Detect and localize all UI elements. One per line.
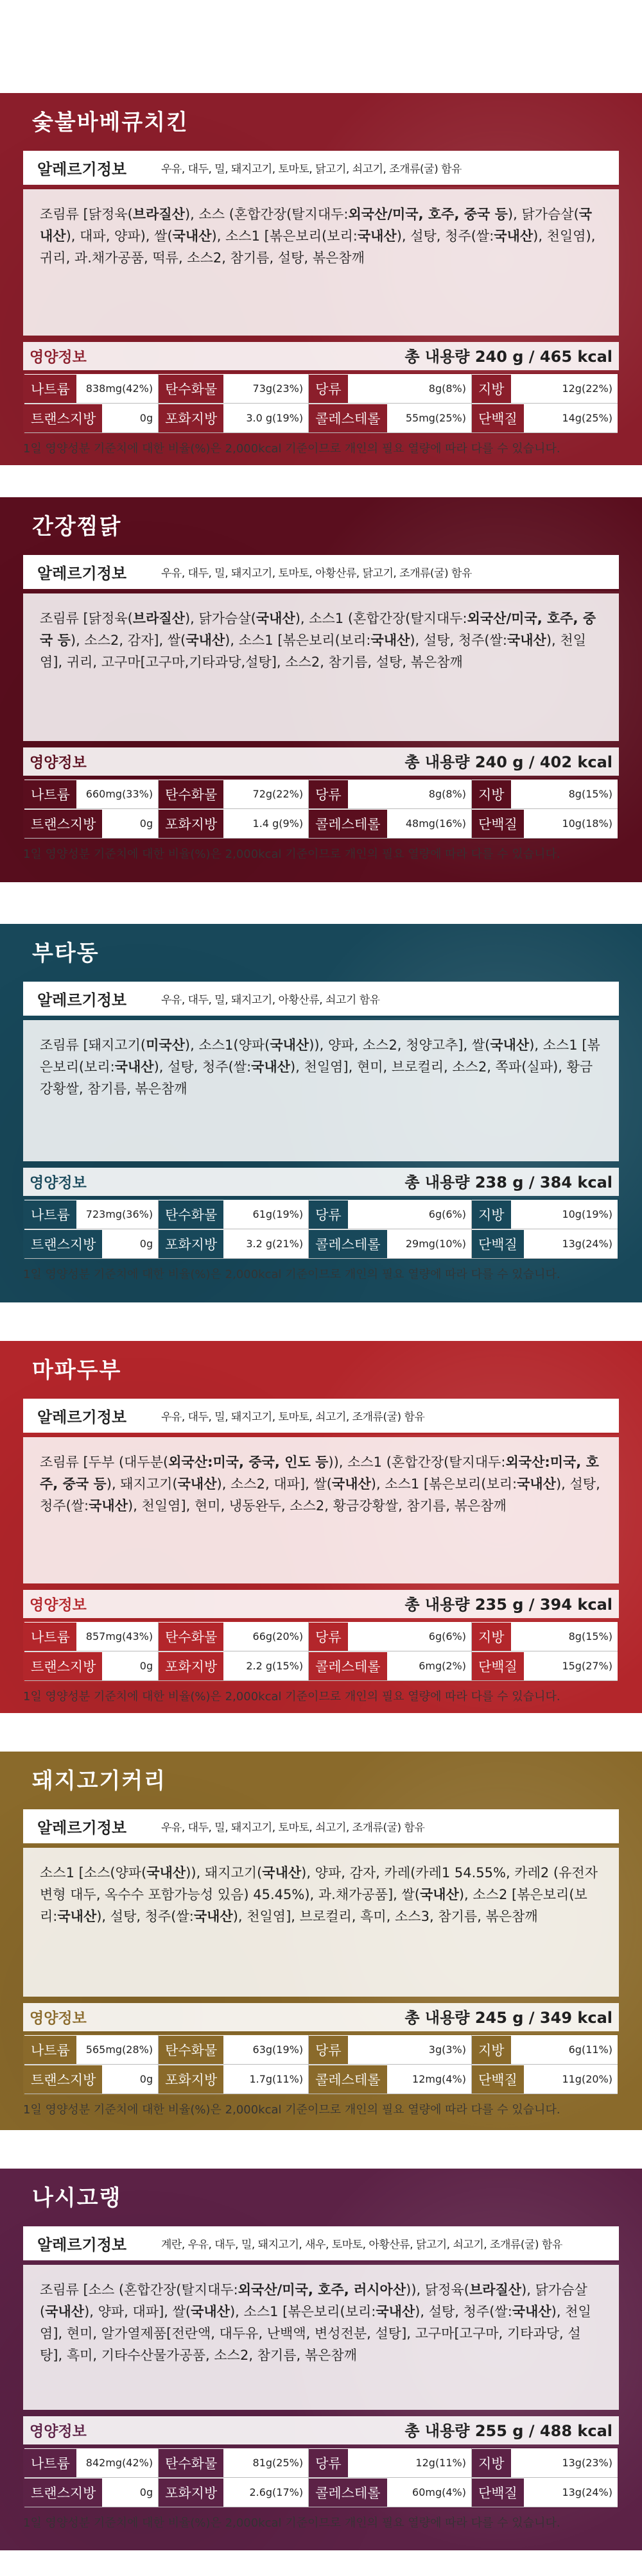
nutrition-cell — [24, 780, 159, 808]
allergy-label: 알레르기정보 — [37, 1819, 127, 1837]
allergy-text: 우유, 대두, 밀, 돼지고기, 토마토, 아황산류, 닭고기, 조개류(굴) 함유 — [161, 567, 472, 580]
nutrient-value: 13g(24%) — [562, 2486, 612, 2498]
nutrient-value: 6g(6%) — [428, 1630, 466, 1642]
nutrient-value: 6mg(2%) — [419, 1660, 466, 1672]
ingredients-text: 조림류 [닭정육(브라질산), 소스 (혼합간장(탈지대두:외국산/미국, 호주, 중국 등), 닭가슴살(국내산), 대파, 양파), 쌀(국내산), 소스1 [볶은보리(보리:국내산), 설탕, 청주(쌀:국내산), 천일염), 귀리, 과.채가공품, 떡류, 소스2, 참기름, 설탕, 볶은참깨 — [23, 189, 619, 336]
nutrition-cell — [159, 780, 309, 808]
nutrient-name: 지방 — [472, 2036, 511, 2064]
nutrient-name: 나트륨 — [24, 375, 76, 403]
nutrient-value: 8g(8%) — [428, 382, 466, 395]
nutrition-footnote: 1일 영양성분 기준치에 대한 비율(%)은 2,000kcal 기준이므로 개인의 필요 열량에 따라 다를 수 있습니다. — [23, 848, 560, 861]
nutrient-name: 단백질 — [472, 1230, 524, 1258]
allergy-row — [23, 1399, 619, 1435]
nutrition-row — [24, 2065, 618, 2094]
nutrition-cell — [159, 1651, 309, 1680]
nutrition-cell — [472, 2065, 618, 2094]
nutrition-header — [23, 2003, 619, 2031]
allergy-row — [23, 151, 619, 187]
nutrient-name: 당류 — [309, 1623, 348, 1651]
nutrient-value: 10g(18%) — [562, 817, 612, 830]
nutrition-cell — [159, 1200, 309, 1229]
nutrient-value: 15g(27%) — [562, 1660, 612, 1672]
allergy-label: 알레르기정보 — [37, 2236, 127, 2254]
allergy-label: 알레르기정보 — [37, 565, 127, 583]
nutrition-footnote: 1일 영양성분 기준치에 대한 비율(%)은 2,000kcal 기준이므로 개인의 필요 열량에 따라 다를 수 있습니다. — [23, 2516, 560, 2530]
nutrient-value: 838mg(42%) — [85, 382, 153, 395]
nutrition-cell — [472, 2478, 618, 2507]
nutrient-name: 나트륨 — [24, 2036, 76, 2064]
nutrition-header — [23, 2416, 619, 2444]
allergy-label: 알레르기정보 — [37, 991, 127, 1009]
nutrient-name: 당류 — [309, 780, 348, 808]
nutrition-cell — [472, 2448, 618, 2477]
nutrition-row — [24, 374, 618, 404]
nutrient-value: 0g — [139, 1660, 153, 1672]
nutrient-value: 0g — [139, 1238, 153, 1250]
nutrition-row — [24, 2448, 618, 2478]
nutrient-name: 단백질 — [472, 1652, 524, 1680]
nutrition-cell — [309, 1622, 472, 1651]
nutrition-cell — [24, 2035, 159, 2064]
nutrition-cell — [159, 809, 309, 838]
nutrient-value: 3.2 g(21%) — [246, 1238, 304, 1250]
allergy-text: 우유, 대두, 밀, 돼지고기, 토마토, 닭고기, 쇠고기, 조개류(굴) 함유 — [161, 163, 462, 176]
ingredients-text: 조림류 [소스 (혼합간장(탈지대두:외국산/미국, 호주, 러시아산)), 닭정육(브라질산), 닭가슴살(국내산), 양파, 대파], 쌀(국내산), 소스1 [볶은보리(보리:국내산), 설탕, 청주(쌀:국내산), 천일염], 현미, 알가열제품[전란액, 대두유, 난백액, 변성전분, 설탕], 고구마[고구마, 기타과당, 설탕], 흑미, 기타수산물가공품, 소스2, 참기름, 볶은참깨 — [23, 2265, 619, 2410]
nutrition-cell — [472, 2035, 618, 2064]
nutrition-header — [23, 747, 619, 776]
nutrient-value: 61g(19%) — [252, 1208, 304, 1220]
ingredients-text: 소스1 [소스(양파(국내산)), 돼지고기(국내산), 양파, 감자, 카레(카레1 54.55%, 카레2 (유전자 변형 대두, 옥수수 포함가능성 있음) 45.45%), 과.채가공품], 쌀(국내산), 소스2 [볶은보리(보리:국내산), 설탕, 청주(쌀:국내산), 천일염], 브로컬리, 흑미, 소스3, 참기름, 볶은참깨 — [23, 1848, 619, 1997]
nutrition-cell — [309, 1651, 472, 1680]
menu-title: 나시고랭 — [32, 2185, 122, 2211]
nutrient-value: 29mg(10%) — [405, 1238, 466, 1250]
menu-section — [0, 924, 642, 1328]
nutrition-cell — [472, 404, 618, 432]
nutrition-header — [23, 1168, 619, 1196]
nutrient-name: 콜레스테롤 — [309, 1230, 386, 1258]
menu-section — [0, 1752, 642, 2156]
nutrient-name: 탄수화물 — [159, 375, 223, 403]
nutrient-value: 723mg(36%) — [85, 1208, 153, 1220]
nutrient-name: 당류 — [309, 2449, 348, 2477]
nutrient-name: 포화지방 — [159, 810, 223, 838]
section-title-box — [13, 1341, 629, 1392]
nutrient-name: 지방 — [472, 375, 511, 403]
nutrition-cell — [472, 1622, 618, 1651]
nutrition-cell — [309, 2478, 472, 2507]
nutrition-cell — [309, 404, 472, 432]
nutrient-value: 0g — [139, 412, 153, 424]
nutrition-cell — [309, 374, 472, 403]
nutrition-table — [23, 2447, 619, 2509]
nutrient-name: 콜레스테롤 — [309, 2065, 386, 2094]
nutrition-label: 영양정보 — [30, 1175, 87, 1191]
nutrient-name: 지방 — [472, 1623, 511, 1651]
nutrient-value: 10g(19%) — [562, 1208, 612, 1220]
nutrient-name: 포화지방 — [159, 1652, 223, 1680]
nutrient-value: 6g(11%) — [568, 2043, 612, 2056]
nutrient-value: 857mg(43%) — [85, 1630, 153, 1642]
nutrient-value: 0g — [139, 2486, 153, 2498]
nutrition-cell — [159, 1229, 309, 1258]
nutrition-table — [23, 373, 619, 434]
nutrient-name: 콜레스테롤 — [309, 1652, 386, 1680]
nutrition-cell — [159, 2035, 309, 2064]
nutrient-value: 842mg(42%) — [85, 2457, 153, 2469]
nutrient-value: 2.6g(17%) — [249, 2486, 304, 2498]
nutrition-cell — [24, 809, 159, 838]
nutrition-table — [23, 1621, 619, 1682]
allergy-row — [23, 1809, 619, 1845]
section-title-box — [13, 924, 629, 975]
ingredients-text: 조림류 [돼지고기(미국산), 소스1(양파(국내산)), 양파, 소스2, 청양고추], 쌀(국내산), 소스1 [볶은보리(보리:국내산), 설탕, 청주(쌀:국내산), 천일염], 현미, 브로컬리, 소스2, 쪽파(실파), 황금강황쌀, 참기름, 볶은참깨 — [23, 1020, 619, 1161]
menu-title: 간장찜닭 — [32, 514, 122, 540]
nutrition-cell — [159, 1622, 309, 1651]
nutrient-name: 당류 — [309, 1200, 348, 1229]
nutrient-value: 48mg(16%) — [405, 817, 466, 830]
nutrition-label: 영양정보 — [30, 755, 87, 771]
nutrient-value: 12g(22%) — [562, 382, 612, 395]
nutrition-header — [23, 1590, 619, 1618]
nutrition-footnote: 1일 영양성분 기준치에 대한 비율(%)은 2,000kcal 기준이므로 개인의 필요 열량에 따라 다를 수 있습니다. — [23, 1690, 560, 1703]
nutrition-cell — [24, 1651, 159, 1680]
nutrition-footnote: 1일 영양성분 기준치에 대한 비율(%)은 2,000kcal 기준이므로 개인의 필요 열량에 따라 다를 수 있습니다. — [23, 1268, 560, 1281]
nutrient-name: 단백질 — [472, 404, 524, 432]
nutrient-name: 트랜스지방 — [24, 2065, 102, 2094]
nutrient-value: 12g(11%) — [415, 2457, 466, 2469]
nutrition-cell — [24, 2065, 159, 2094]
nutrient-name: 탄수화물 — [159, 2449, 223, 2477]
menu-section — [0, 93, 642, 491]
nutrition-row — [24, 1622, 618, 1651]
allergy-text: 우유, 대두, 밀, 돼지고기, 토마토, 쇠고기, 조개류(굴) 함유 — [161, 1411, 425, 1424]
nutrient-value: 72g(22%) — [252, 788, 304, 800]
nutrient-value: 11g(20%) — [562, 2073, 612, 2085]
nutrition-label: 영양정보 — [30, 2423, 87, 2440]
nutrition-label: 영양정보 — [30, 349, 87, 366]
nutrient-name: 나트륨 — [24, 2449, 76, 2477]
nutrient-name: 지방 — [472, 780, 511, 808]
allergy-label: 알레르기정보 — [37, 160, 127, 178]
nutrient-name: 당류 — [309, 2036, 348, 2064]
nutrition-cell — [24, 2478, 159, 2507]
nutrition-total: 총 내용량 240 g / 465 kcal — [404, 348, 612, 366]
nutrition-cell — [24, 1622, 159, 1651]
nutrient-name: 당류 — [309, 375, 348, 403]
menu-title: 마파두부 — [32, 1358, 122, 1383]
nutrient-name: 콜레스테롤 — [309, 810, 386, 838]
nutrient-value: 14g(25%) — [562, 412, 612, 424]
nutrition-cell — [472, 1200, 618, 1229]
nutrition-row — [24, 1200, 618, 1229]
nutrition-cell — [309, 2065, 472, 2094]
nutrition-label: 영양정보 — [30, 1597, 87, 1614]
nutrient-value: 12mg(4%) — [412, 2073, 466, 2085]
nutrition-table — [23, 778, 619, 840]
nutrient-value: 60mg(4%) — [412, 2486, 466, 2498]
nutrition-cell — [159, 2065, 309, 2094]
nutrition-cell — [24, 1229, 159, 1258]
nutrient-name: 포화지방 — [159, 1230, 223, 1258]
nutrition-cell — [472, 374, 618, 403]
nutrition-row — [24, 2478, 618, 2507]
nutrient-name: 포화지방 — [159, 404, 223, 432]
menu-title: 돼지고기커리 — [32, 1768, 167, 1794]
nutrition-total: 총 내용량 245 g / 349 kcal — [404, 2009, 612, 2027]
nutrition-table — [23, 2034, 619, 2095]
nutrient-name: 트랜스지방 — [24, 2478, 102, 2507]
nutrition-cell — [24, 374, 159, 403]
nutrition-cell — [24, 1200, 159, 1229]
nutrition-cell — [24, 404, 159, 432]
allergy-row — [23, 982, 619, 1018]
allergy-text: 우유, 대두, 밀, 돼지고기, 토마토, 쇠고기, 조개류(굴) 함유 — [161, 1821, 425, 1834]
nutrition-cell — [472, 809, 618, 838]
nutrition-cell — [309, 809, 472, 838]
allergy-row — [23, 2226, 619, 2262]
nutrient-name: 탄수화물 — [159, 1623, 223, 1651]
nutrition-row — [24, 780, 618, 809]
allergy-text: 계란, 우유, 대두, 밀, 돼지고기, 새우, 토마토, 아황산류, 닭고기, 쇠고기, 조개류(굴) 함유 — [161, 2239, 562, 2251]
nutrient-value: 55mg(25%) — [405, 412, 466, 424]
nutrient-name: 탄수화물 — [159, 2036, 223, 2064]
nutrient-value: 13g(23%) — [562, 2457, 612, 2469]
nutrient-value: 8g(8%) — [428, 788, 466, 800]
ingredients-text: 조림류 [닭정육(브라질산), 닭가슴살(국내산), 소스1 (혼합간장(탈지대두:외국산/미국, 호주, 중국 등), 소스2, 감자], 쌀(국내산), 소스1 [볶은보리(보리:국내산), 설탕, 청주(쌀:국내산), 천일염], 귀리, 고구마[고구마,기타과당,설탕], 소스2, 참기름, 설탕, 볶은참깨 — [23, 593, 619, 741]
nutrition-row — [24, 1651, 618, 1681]
nutrition-cell — [309, 2448, 472, 2477]
nutrient-value: 3.0 g(19%) — [246, 412, 304, 424]
section-title-box — [13, 1752, 629, 1803]
nutrient-name: 지방 — [472, 1200, 511, 1229]
section-title-box — [13, 2169, 629, 2220]
nutrient-name: 콜레스테롤 — [309, 2478, 386, 2507]
nutrition-total: 총 내용량 255 g / 488 kcal — [404, 2422, 612, 2440]
section-title-box — [13, 497, 629, 549]
nutrient-name: 포화지방 — [159, 2065, 223, 2094]
nutrient-name: 단백질 — [472, 810, 524, 838]
nutrition-row — [24, 2035, 618, 2065]
nutrition-footnote: 1일 영양성분 기준치에 대한 비율(%)은 2,000kcal 기준이므로 개인의 필요 열량에 따라 다를 수 있습니다. — [23, 2103, 560, 2117]
nutrition-cell — [159, 374, 309, 403]
nutrition-cell — [159, 2478, 309, 2507]
ingredients-text: 조림류 [두부 (대두분(외국산:미국, 중국, 인도 등)), 소스1 (혼합간장(탈지대두:외국산:미국, 호주, 중국 등), 돼지고기(국내산), 소스2, 대파], 쌀(국내산), 소스1 [볶은보리(보리:국내산), 설탕, 청주(쌀:국내산), 천일염], 현미, 냉동완두, 소스2, 황금강황쌀, 참기름, 볶은참깨 — [23, 1437, 619, 1583]
nutrition-cell — [309, 780, 472, 808]
nutrient-value: 1.7g(11%) — [249, 2073, 304, 2085]
nutrition-cell — [309, 1229, 472, 1258]
nutrient-name: 트랜스지방 — [24, 1652, 102, 1680]
allergy-text: 우유, 대두, 밀, 돼지고기, 아황산류, 쇠고기 함유 — [161, 994, 380, 1007]
menu-section — [0, 1341, 642, 1739]
nutrient-value: 81g(25%) — [252, 2457, 304, 2469]
nutrient-value: 63g(19%) — [252, 2043, 304, 2056]
nutrient-value: 565mg(28%) — [85, 2043, 153, 2056]
menu-title: 숯불바베큐치킨 — [32, 110, 189, 135]
menu-title: 부타동 — [32, 941, 100, 966]
allergy-row — [23, 555, 619, 591]
nutrient-name: 콜레스테롤 — [309, 404, 386, 432]
nutrition-label: 영양정보 — [30, 2010, 87, 2027]
nutrient-value: 660mg(33%) — [85, 788, 153, 800]
nutrition-row — [24, 809, 618, 839]
nutrition-cell — [472, 1229, 618, 1258]
nutrient-name: 탄수화물 — [159, 1200, 223, 1229]
nutrient-name: 탄수화물 — [159, 780, 223, 808]
allergy-label: 알레르기정보 — [37, 1408, 127, 1426]
nutrition-total: 총 내용량 240 g / 402 kcal — [404, 753, 612, 771]
nutrient-name: 단백질 — [472, 2065, 524, 2094]
nutrient-name: 트랜스지방 — [24, 810, 102, 838]
section-title-box — [13, 93, 629, 144]
nutrient-value: 73g(23%) — [252, 382, 304, 395]
nutrition-cell — [472, 1651, 618, 1680]
nutrient-value: 0g — [139, 817, 153, 830]
nutrient-value: 1.4 g(9%) — [252, 817, 304, 830]
nutrition-cell — [24, 2448, 159, 2477]
nutrient-value: 2.2 g(15%) — [246, 1660, 304, 1672]
nutrient-name: 나트륨 — [24, 1623, 76, 1651]
nutrient-value: 8g(15%) — [568, 788, 612, 800]
nutrition-row — [24, 404, 618, 433]
menu-section — [0, 2169, 642, 2576]
nutrient-name: 나트륨 — [24, 1200, 76, 1229]
nutrient-value: 3g(3%) — [428, 2043, 466, 2056]
nutrient-name: 포화지방 — [159, 2478, 223, 2507]
nutrition-footnote: 1일 영양성분 기준치에 대한 비율(%)은 2,000kcal 기준이므로 개인의 필요 열량에 따라 다를 수 있습니다. — [23, 442, 560, 456]
nutrient-name: 나트륨 — [24, 780, 76, 808]
nutrient-name: 지방 — [472, 2449, 511, 2477]
nutrient-value: 8g(15%) — [568, 1630, 612, 1642]
nutrient-name: 트랜스지방 — [24, 1230, 102, 1258]
nutrient-name: 트랜스지방 — [24, 404, 102, 432]
nutrition-cell — [159, 404, 309, 432]
nutrition-total: 총 내용량 238 g / 384 kcal — [404, 1173, 612, 1191]
nutrient-value: 0g — [139, 2073, 153, 2085]
nutrition-cell — [472, 780, 618, 808]
nutrition-header — [23, 342, 619, 370]
menu-section — [0, 497, 642, 908]
nutrition-cell — [309, 2035, 472, 2064]
nutrition-table — [23, 1198, 619, 1260]
nutrient-value: 6g(6%) — [428, 1208, 466, 1220]
nutrition-cell — [309, 1200, 472, 1229]
nutrient-value: 66g(20%) — [252, 1630, 304, 1642]
nutrition-cell — [159, 2448, 309, 2477]
nutrient-value: 13g(24%) — [562, 1238, 612, 1250]
nutrition-total: 총 내용량 235 g / 394 kcal — [404, 1596, 612, 1614]
nutrition-row — [24, 1229, 618, 1259]
nutrient-name: 단백질 — [472, 2478, 524, 2507]
